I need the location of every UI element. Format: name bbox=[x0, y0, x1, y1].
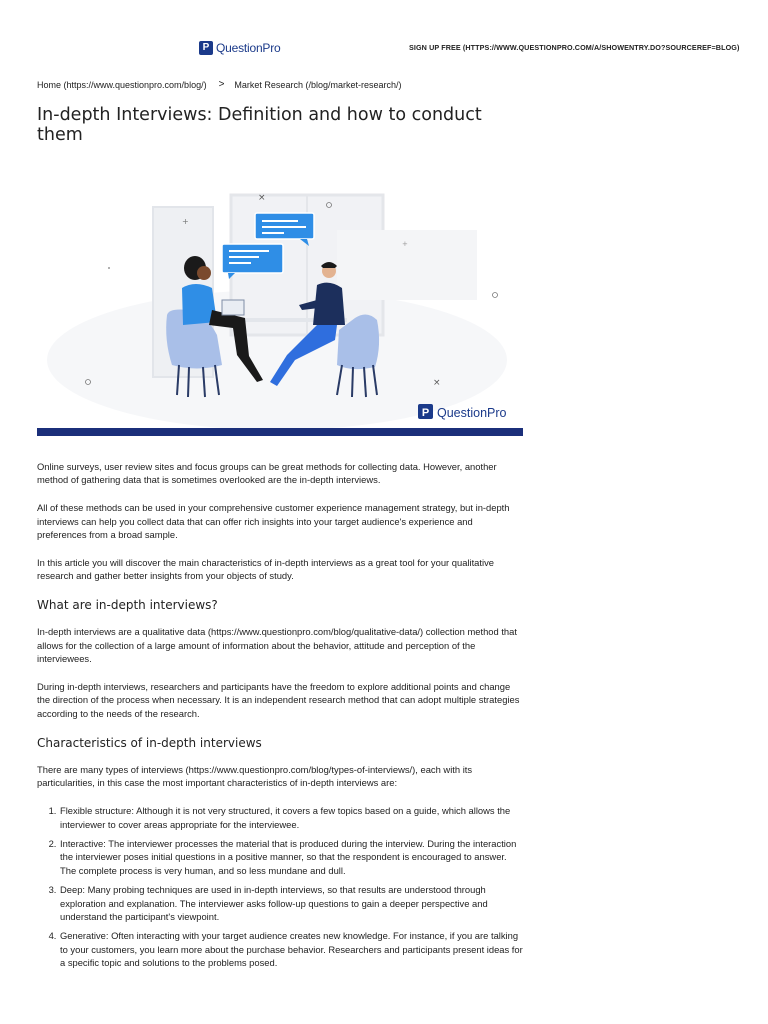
section-heading-characteristics: Characteristics of in-depth interviews bbox=[37, 735, 262, 750]
characteristics-list bbox=[37, 804, 523, 969]
svg-text:QuestionPro: QuestionPro bbox=[437, 406, 507, 420]
speech-bubble-icon bbox=[222, 244, 283, 279]
svg-text:×: × bbox=[433, 378, 441, 388]
hero-illustration bbox=[37, 160, 523, 436]
svg-text:+: + bbox=[402, 240, 408, 248]
svg-text:P: P bbox=[421, 407, 430, 419]
logo-text: QuestionPro bbox=[216, 41, 281, 55]
section-paragraph: During in-depth interviews, researchers and participants have the freedom to explore additional points and change the direction of the process when necessary. It is an independent research method that can adopt multiple strategies according to the needs of the research. bbox=[37, 681, 520, 719]
section-heading-what-are: What are in-depth interviews? bbox=[37, 598, 218, 613]
logo-mark-icon: P bbox=[199, 41, 213, 55]
hero-logo bbox=[418, 404, 507, 420]
list-item: 2. Interactive: The interviewer processes the material that is produced during the interview. During the interaction the interviewer poses initial questions in a positive manner, so that the respondent is encouraged to answer. The complete process is very human, and so less mundane and dull. bbox=[59, 837, 523, 877]
section-paragraph: There are many types of interviews (https://www.questionpro.com/blog/types-of-interviews/), each with its particularities, in this case the most important characteristics of in-depth interviews are: bbox=[37, 763, 473, 789]
questionpro-logo[interactable] bbox=[199, 41, 281, 55]
list-item: 4. Generative: Often interacting with your target audience creates new knowledge. For instance, if you are talking to your customers, you learn more about the purchase behavior. Researchers and participants present ideas for a specific topic and solutions to the problems posed. bbox=[59, 929, 523, 969]
sign-up-free-link[interactable]: SIGN UP FREE (HTTPS://WWW.QUESTIONPRO.COM/A/SHOWENTRY.DO?SOURCEREF=BLOG) bbox=[409, 43, 740, 52]
breadcrumb-home-link[interactable]: Home (https://www.questionpro.com/blog/) bbox=[37, 79, 207, 90]
breadcrumb-separator: > bbox=[218, 79, 225, 90]
article-title: In-depth Interviews: Definition and how to conduct them bbox=[37, 105, 482, 145]
list-item: 3. Deep: Many probing techniques are used in in-depth interviews, so that results are understood through exploration and explanation. The interviewer asks follow-up questions to gain a deeper perspective and understand the participant's viewpoint. bbox=[59, 883, 523, 923]
breadcrumb-market-research-link[interactable]: Market Research (/blog/market-research/) bbox=[234, 79, 402, 90]
list-item: 1. Flexible structure: Although it is not very structured, it covers a few topics based on a guide, which allows the interviewer to cover areas appropriate for the interviewee. bbox=[59, 804, 523, 831]
intro-paragraph: Online surveys, user review sites and focus groups can be great methods for collecting data. However, another method of gathering data that is sometimes overlooked are the in-depth interviews. bbox=[37, 461, 497, 486]
interview-illustration bbox=[37, 160, 523, 428]
site-header bbox=[0, 0, 768, 70]
section-paragraph: In-depth interviews are a qualitative data (https://www.questionpro.com/blog/qualitative-data/) collection method that allows for the collection of a large amount of information about the behavior, attitude and perception of the interviewees. bbox=[37, 626, 517, 665]
article-body bbox=[37, 460, 523, 976]
intro-paragraph: In this article you will discover the main characteristics of in-depth interviews as a great tool for your qualitative research and gather better insights from your objects of study. bbox=[37, 557, 494, 582]
breadcrumb bbox=[37, 79, 401, 90]
hero-accent-bar bbox=[37, 428, 523, 436]
svg-text:×: × bbox=[258, 193, 266, 203]
intro-paragraph: All of these methods can be used in your comprehensive customer experience management strategy, but in-depth interviews can help you collect data that can offer rich insights into your target audience's experience and preferences from a broad sample. bbox=[37, 502, 510, 541]
svg-text:+: + bbox=[182, 217, 189, 226]
